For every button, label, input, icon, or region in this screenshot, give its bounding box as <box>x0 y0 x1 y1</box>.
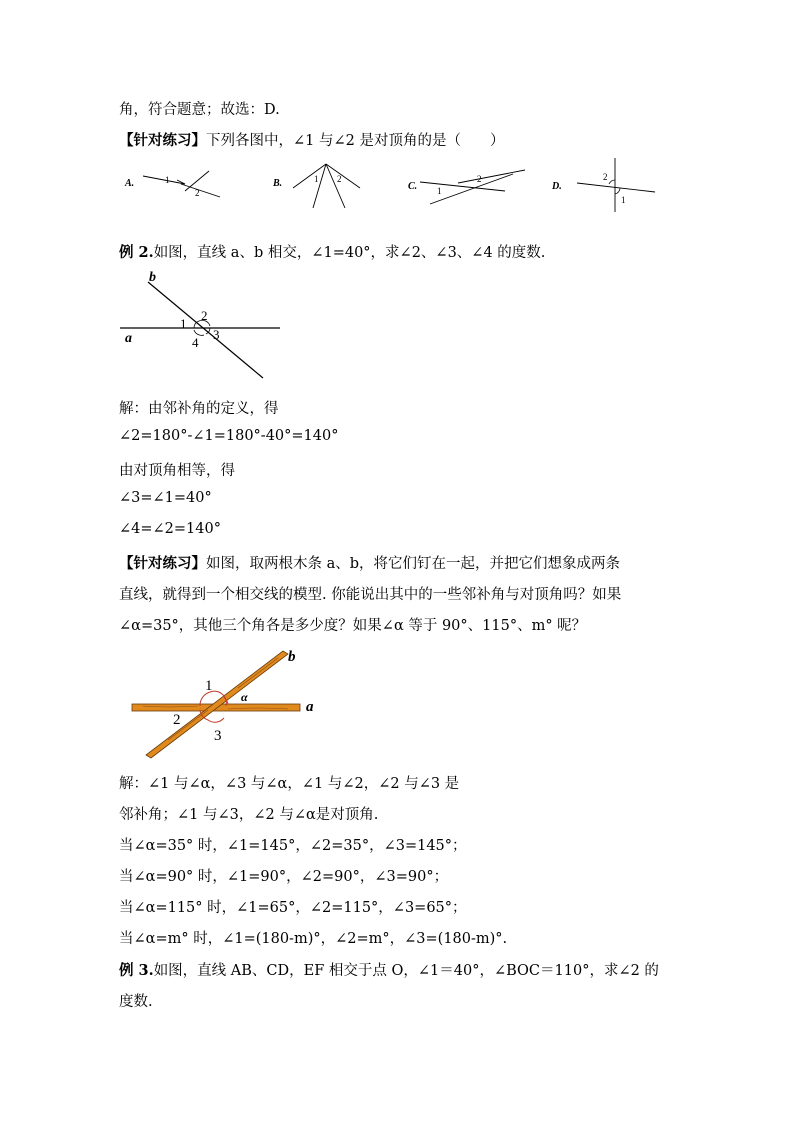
svg-text:B.: B. <box>273 178 283 189</box>
svg-text:2: 2 <box>173 712 181 728</box>
solution-3-line-3: 当∠α=35° 时，∠1=145°，∠2=35°，∠3=145°； <box>119 838 467 854</box>
svg-text:a: a <box>125 331 132 346</box>
figure-intersecting-lines-ab <box>115 262 290 384</box>
solution-3-line-2: 邻补角；∠1 与∠3，∠2 与∠α是对顶角. <box>119 807 379 823</box>
svg-text:2: 2 <box>603 172 608 182</box>
svg-text:A.: A. <box>125 178 135 189</box>
exercise-2-line-2: 直线，就得到一个相交线的模型. 你能说出其中的一些邻补角与对顶角吗？如果 <box>119 587 622 603</box>
exercise-1-question <box>119 129 504 150</box>
solution-3-line-4: 当∠α=90° 时，∠1=90°，∠2=90°，∠3=90°； <box>119 869 449 885</box>
option-d <box>551 158 655 212</box>
svg-text:3: 3 <box>213 327 220 342</box>
option-a <box>124 171 220 198</box>
solution-3-line-6: 当∠α=m° 时，∠1=(180-m)°，∠2=m°，∠3=(180-m)°. <box>119 931 508 947</box>
svg-text:D.: D. <box>552 181 562 192</box>
prev-answer-line: 角，符合题意；故选：D. <box>119 102 280 118</box>
example-label: 例 2. <box>119 244 154 261</box>
svg-text:2: 2 <box>195 188 200 198</box>
solution-2-line-4: ∠3=∠1=40° <box>119 490 212 506</box>
svg-text:2: 2 <box>337 174 342 184</box>
svg-text:α: α <box>241 690 248 704</box>
svg-text:1: 1 <box>314 174 319 184</box>
example-text: 如图，直线 a、b 相交，∠1=40°，求∠2、∠3、∠4 的度数. <box>153 245 546 261</box>
example-3-question-line-2: 度数. <box>119 994 153 1010</box>
solution-2-line-1: 解：由邻补角的定义，得 <box>119 401 279 417</box>
solution-2-line-3: 由对顶角相等，得 <box>119 463 235 479</box>
solution-3-line-1: 解：∠1 与∠α，∠3 与∠α，∠1 与∠2，∠2 与∠3 是 <box>119 776 460 792</box>
svg-text:2: 2 <box>477 174 482 184</box>
exercise-tag: 【针对练习】 <box>119 555 206 572</box>
exercise-text: 下列各图中，∠1 与∠2 是对顶角的是（ ） <box>206 133 505 149</box>
example-label: 例 3. <box>119 962 154 979</box>
option-c <box>408 170 525 204</box>
svg-text:1: 1 <box>437 186 442 196</box>
svg-text:1: 1 <box>180 316 187 331</box>
svg-text:b: b <box>288 649 296 665</box>
solution-2-line-2: ∠2=180°-∠1=180°-40°=140° <box>119 428 339 444</box>
svg-text:2: 2 <box>201 308 208 323</box>
figure-wooden-sticks <box>128 644 328 764</box>
exercise-text: 如图，取两根木条 a、b，将它们钉在一起，并把它们想象成两条 <box>206 556 621 572</box>
svg-text:b: b <box>149 270 156 285</box>
exercise-2-line-3: ∠α=35°，其他三个角各是多少度？如果∠α 等于 90°、115°、m° 呢？ <box>119 618 587 634</box>
svg-text:C.: C. <box>408 181 418 192</box>
svg-text:4: 4 <box>192 335 199 350</box>
svg-text:1: 1 <box>165 175 170 185</box>
exercise-tag: 【针对练习】 <box>119 132 206 149</box>
option-b <box>272 164 360 208</box>
svg-text:a: a <box>306 699 314 715</box>
options-figure <box>115 158 675 212</box>
example-text: 如图，直线 AB、CD，EF 相交于点 O，∠1＝40°，∠BOC＝110°，求∠2 的 <box>153 963 659 979</box>
svg-text:3: 3 <box>214 728 222 744</box>
exercise-2-line-1 <box>119 552 620 573</box>
example-2-question <box>119 241 545 262</box>
svg-text:1: 1 <box>205 678 213 694</box>
svg-text:1: 1 <box>621 195 626 205</box>
solution-3-line-5: 当∠α=115° 时，∠1=65°，∠2=115°，∠3=65°； <box>119 900 467 916</box>
example-3-question-line-1 <box>119 959 659 980</box>
solution-2-line-5: ∠4=∠2=140° <box>119 521 221 537</box>
